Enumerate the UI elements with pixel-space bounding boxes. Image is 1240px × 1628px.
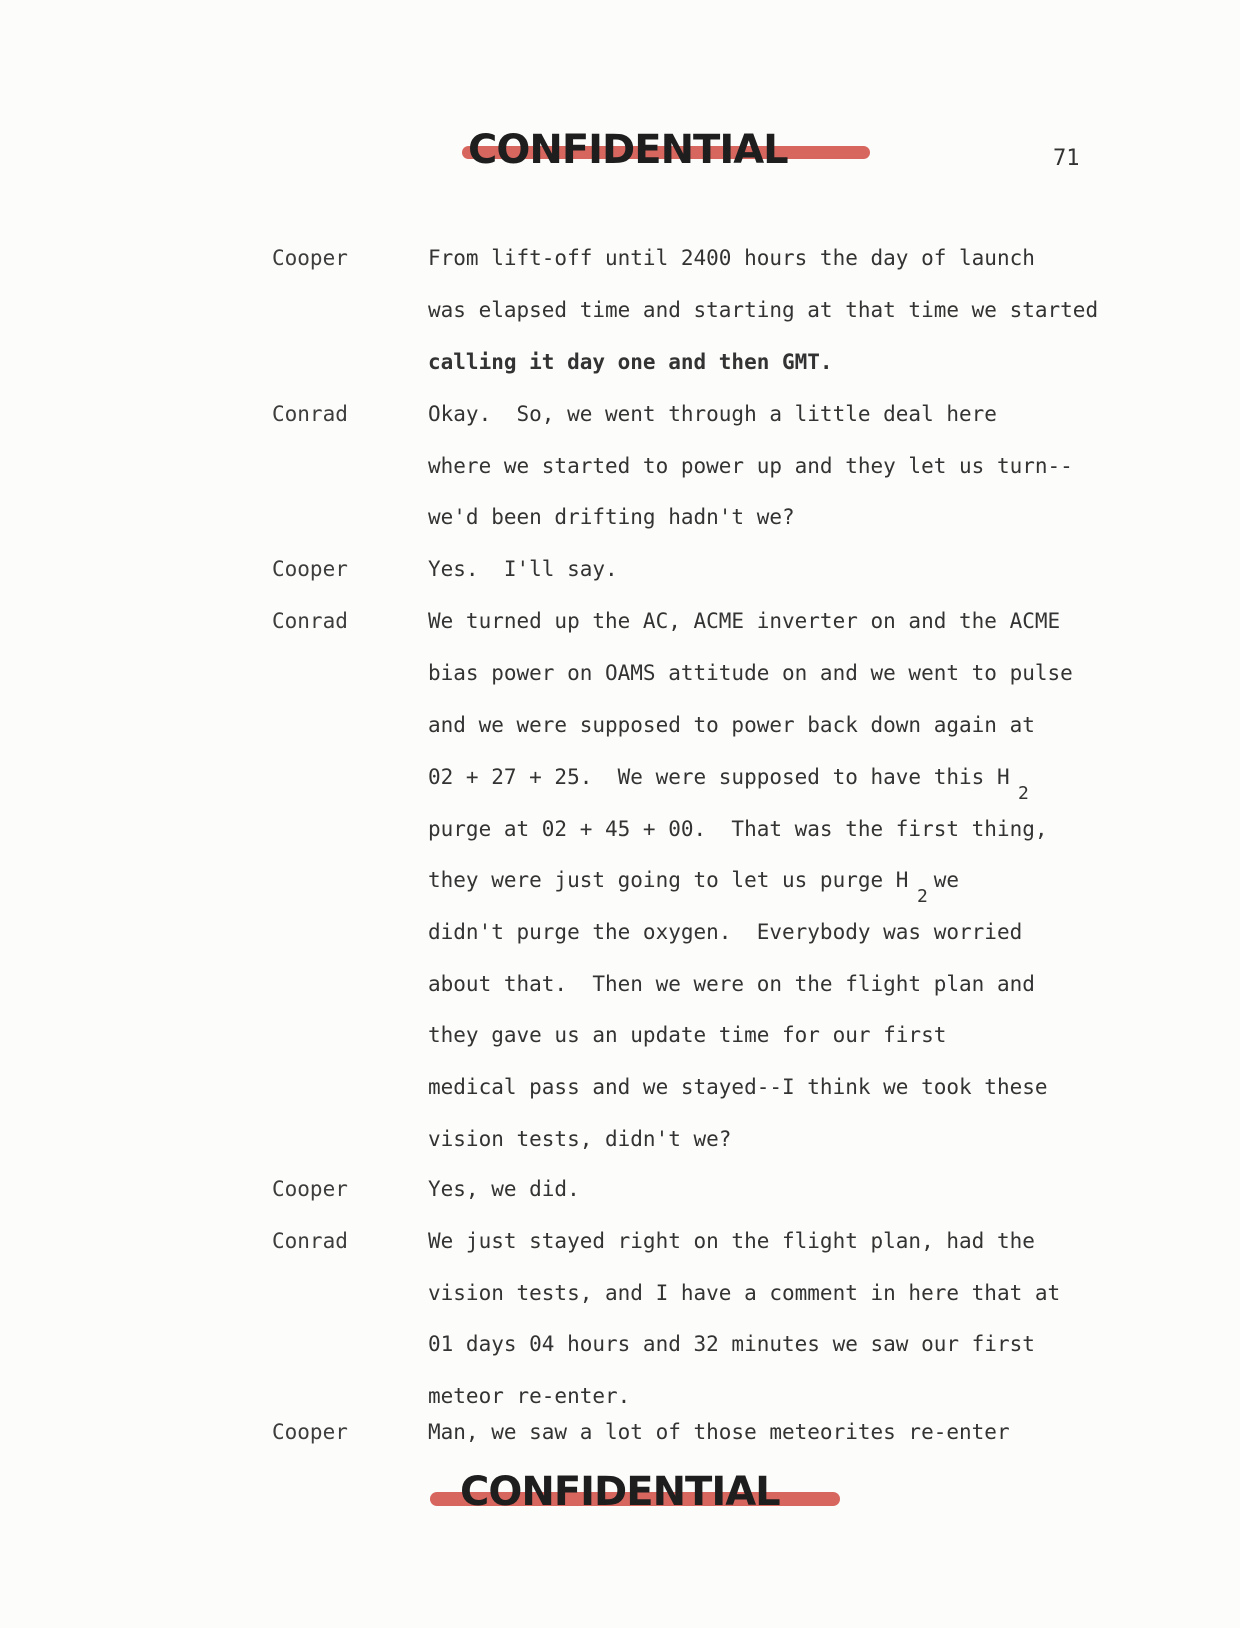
- transcript-line: where we started to power up and they let us turn--: [428, 454, 1073, 478]
- transcript-line: we'd been drifting hadn't we?: [428, 505, 795, 529]
- speaker-label: Conrad: [272, 1229, 348, 1253]
- transcript-line: medical pass and we stayed--I think we took these: [428, 1075, 1048, 1099]
- transcript-line: purge at 02 + 45 + 00. That was the first thing,: [428, 817, 1048, 841]
- transcript-line: didn't purge the oxygen. Everybody was worried: [428, 920, 1023, 944]
- transcript-line: vision tests, didn't we?: [428, 1127, 732, 1151]
- transcript-line: meteor re-enter.: [428, 1384, 631, 1408]
- speaker-label: Cooper: [272, 1177, 348, 1201]
- transcript-line: We turned up the AC, ACME inverter on and the ACME: [428, 609, 1061, 633]
- subscript: 2: [1018, 783, 1029, 804]
- subscript: 2: [917, 886, 928, 907]
- transcript-line: Yes. I'll say.: [428, 557, 618, 581]
- transcript-line: was elapsed time and starting at that time we started: [428, 298, 1099, 322]
- transcript-line: Man, we saw a lot of those meteorites re-enter: [428, 1420, 1010, 1444]
- transcript-line: they gave us an update time for our first: [428, 1023, 947, 1047]
- transcript-line: We just stayed right on the flight plan, had the: [428, 1229, 1035, 1253]
- transcript-line: Yes, we did.: [428, 1177, 580, 1201]
- transcript-line: bias power on OAMS attitude on and we went to pulse: [428, 661, 1073, 685]
- transcript-line: 02 + 27 + 25. We were supposed to have this H: [428, 765, 1010, 789]
- speaker-label: Conrad: [272, 609, 348, 633]
- transcript-line: they were just going to let us purge H we: [428, 868, 960, 892]
- transcript-line: vision tests, and I have a comment in here that at: [428, 1281, 1061, 1305]
- transcript-line: about that. Then we were on the flight plan and: [428, 972, 1035, 996]
- transcript-line: Okay. So, we went through a little deal here: [428, 402, 997, 426]
- transcript-line: and we were supposed to power back down again at: [428, 713, 1035, 737]
- confidential-stamp-bottom: CONFIDENTIAL: [460, 1472, 780, 1512]
- speaker-label: Cooper: [272, 246, 348, 270]
- speaker-label: Conrad: [272, 402, 348, 426]
- transcript-line: calling it day one and then GMT.: [428, 350, 833, 374]
- transcript-line: From lift-off until 2400 hours the day of launch: [428, 246, 1035, 270]
- speaker-label: Cooper: [272, 557, 348, 581]
- page-number: 71: [1053, 146, 1080, 171]
- speaker-label: Cooper: [272, 1420, 348, 1444]
- confidential-stamp-top: CONFIDENTIAL: [468, 130, 788, 170]
- transcript-line: 01 days 04 hours and 32 minutes we saw our first: [428, 1332, 1035, 1356]
